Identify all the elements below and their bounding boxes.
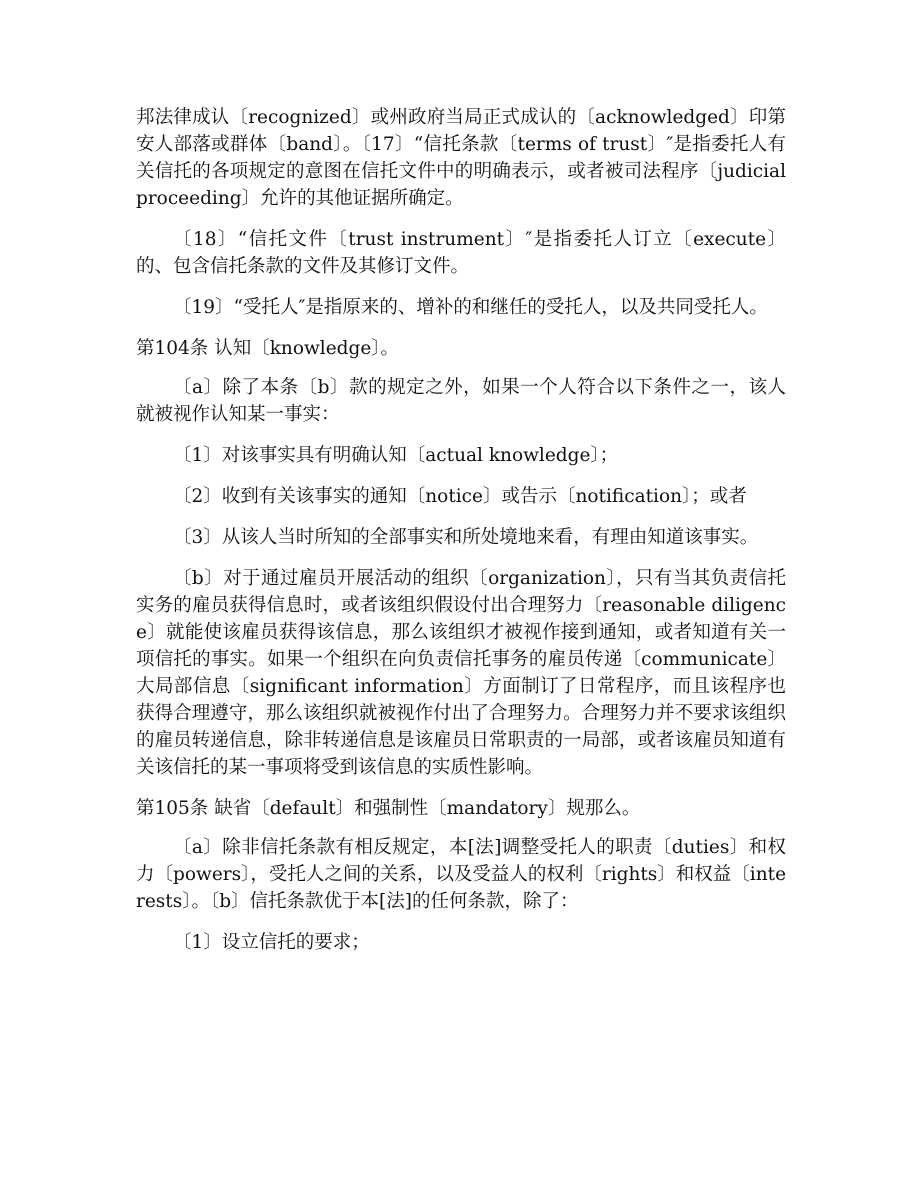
paragraph-104-a-1: 〔1〕对该事实具有明确认知〔actual knowledge〕； [173,445,619,466]
paragraph-104-b: 〔b〕对于通过雇员开展活动的组织〔organization〕，只有当其负责信托实务的雇员获得信息时，或者该组织假设付出合理努力〔reasonable diligence〕就能使该雇员获得该信息，那么该组织才被视作接到通知，或者知道有关一项信托的事实。如果一个组织在向负责信托事务的雇员传递〔communicate〕大局部信息〔significant information〕方面制订了日常程序，而且该程序也获得合理遵守，那么该组织就被视作付出了合理努力。合理努力并不要求该组织的雇员转递信息，除非转递信息是该雇员日常职责的一局部，或者该雇员知道有关该信托的某一事项将受到该信息的实质性影响。 [136,568,786,778]
paragraph-definition-17: 邦法律成认〔recognized〕或州政府当局正式成认的〔acknowledged〕印第安人部落或群体〔band〕。〔17〕“信托条款〔terms of trust〕″是指委托人有关信托的各项规定的意图在信托文件中的明确表示，或者被司法程序〔judicial proceeding〕允许的其他证据所确定。 [136,107,786,209]
paragraph-105-b-1: 〔1〕设立信托的要求； [173,932,370,953]
paragraph-definition-18: 〔18〕“信托文件〔trust instrument〕″是指委托人订立〔execute〕的、包含信托条款的文件及其修订文件。 [136,229,786,277]
section-heading-104: 第104条 认知〔knowledge〕。 [136,338,400,359]
section-heading-105: 第105条 缺省〔default〕和强制性〔mandatory〕规那么。 [136,798,641,819]
paragraph-104-a-2: 〔2〕收到有关该事实的通知〔notice〕或告示〔notification〕；或者 [173,486,747,507]
paragraph-105-a-b: 〔a〕除非信托条款有相反规定，本[法]调整受托人的职责〔duties〕和权力〔powers〕，受托人之间的关系，以及受益人的权利〔rights〕和权益〔interests〕。〔b〕信托条款优于本[法]的任何条款，除了： [136,837,787,912]
paragraph-104-a: 〔a〕除了本条〔b〕款的规定之外，如果一个人符合以下条件之一，该人就被视作认知某一事实： [136,377,786,425]
document-page [136,104,786,970]
paragraph-definition-19: 〔19〕“受托人″是指原来的、增补的和继任的受托人，以及共同受托人。 [173,297,768,318]
paragraph-104-a-3: 〔3〕从该人当时所知的全部事实和所处境地来看，有理由知道该事实。 [173,527,759,548]
